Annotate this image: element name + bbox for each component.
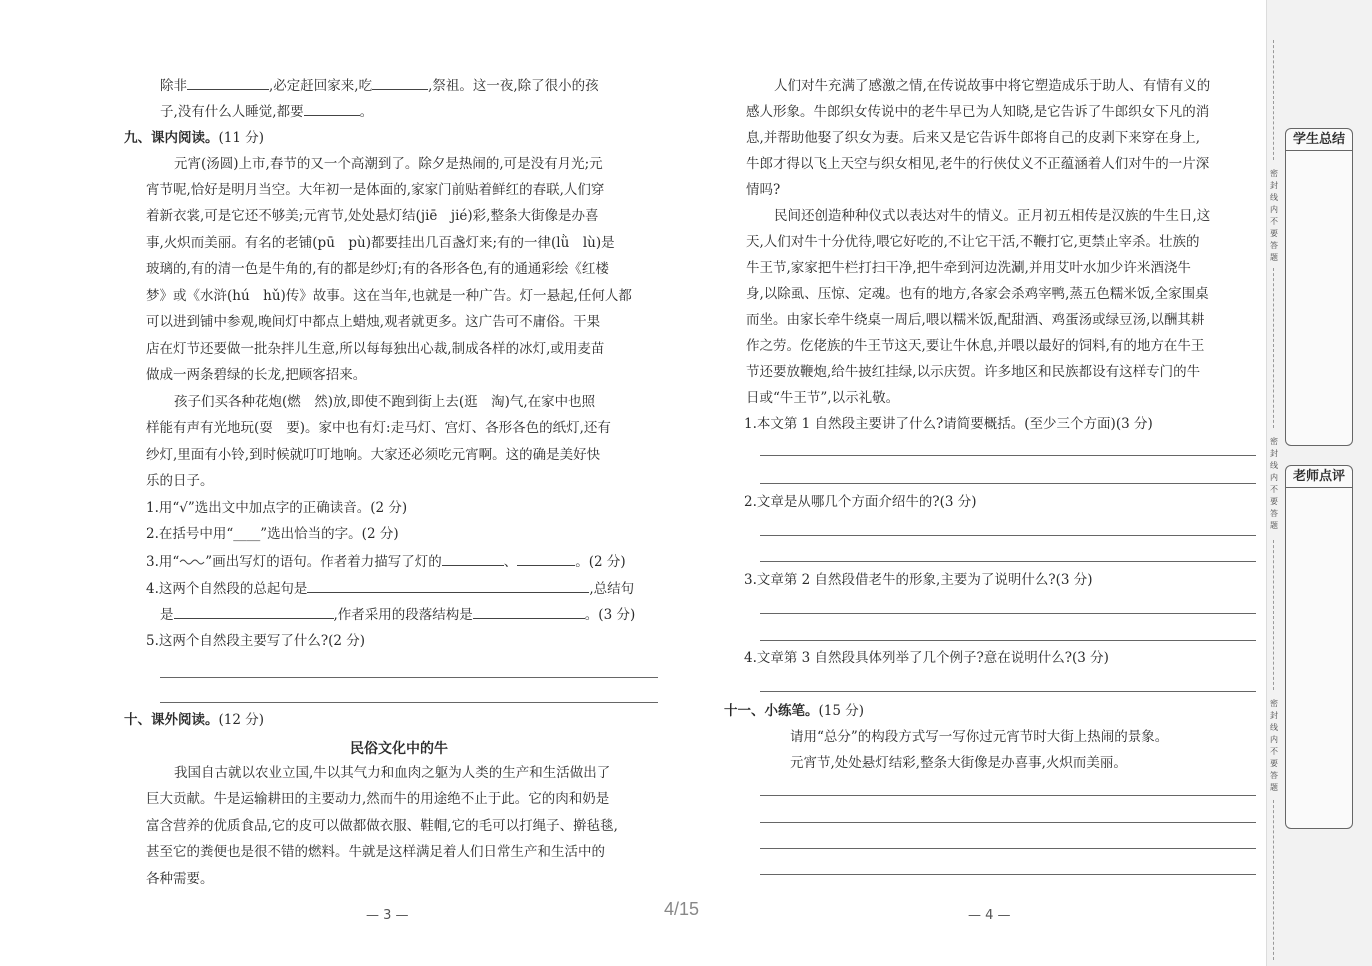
question-9-3: 3.用“ ”画出写灯的语句。作者着力描写了灯的 、 。(2 分) [146, 554, 626, 570]
seal-dashed-line [1273, 540, 1274, 690]
answer-line[interactable] [760, 691, 1256, 692]
question-9-5: 5.这两个自然段主要写了什么?(2 分) [146, 633, 366, 649]
passage-right-line: 牛王节,家家把牛栏打扫干净,把牛牵到河边洗涮,并用艾叶水加少许米酒浇牛 [746, 260, 1191, 276]
question-10-2: 2.文章是从哪几个方面介绍牛的?(3 分) [744, 494, 977, 510]
seal-dashed-line [1273, 268, 1274, 428]
passage-9-line: 孩子们买各种花炮(燃 然)放,即使不跑到街上去(逛 淘)气,在家中也照 [174, 394, 596, 410]
section-9-heading: 九、课内阅读。(11 分) [124, 130, 265, 146]
passage-right-line: 民间还创造种种仪式以表达对牛的情义。正月初五相传是汉族的牛生日,这 [774, 208, 1211, 224]
passage-right-line: 作之劳。仡佬族的牛王节这天,要让牛休息,并喂以最好的饲料,有的地方在牛王 [746, 338, 1205, 354]
writing-line[interactable] [760, 795, 1256, 796]
passage-10-line: 巨大贡献。牛是运输耕田的主要动力,然而牛的用途绝不止于此。它的肉和奶是 [146, 791, 610, 807]
question-9-2: 2.在括号中用“____”选出恰当的字。(2 分) [146, 526, 399, 542]
passage-9-line: 着新衣裳,可是它还不够美;元宵节,处处悬灯结(jiē jié)彩,整条大街像是办喜 [146, 208, 599, 224]
passage-right-line: 节还要放鞭炮,给牛披红挂绿,以示庆贺。许多地区和民族都设有这样专门的牛 [746, 364, 1201, 380]
section-10-heading: 十、课外阅读。(12 分) [124, 712, 265, 728]
section-11-heading: 十一、小练笔。(15 分) [724, 703, 865, 719]
passage-right-line: 牛郎才得以飞上天空与织女相见,老牛的行侠仗义不正蕴涵着人们对牛的一片深 [746, 156, 1210, 172]
seal-dashed-line [1273, 40, 1274, 160]
passage-right-line: 情吗? [746, 182, 781, 198]
passage-9-line: 样能有声有光地玩(耍 要)。家中也有灯:走马灯、宫灯、各形各色的纸灯,还有 [146, 420, 611, 436]
passage-right-line: 日或“牛王节”,以示礼敬。 [746, 390, 900, 406]
question-9-4: 4.这两个自然段的总起句是 ,总结句 [146, 581, 635, 597]
answer-line[interactable] [760, 483, 1256, 484]
answer-line[interactable] [760, 561, 1256, 562]
passage-9-line: 店在灯节还要做一批杂拌儿生意,所以每每独出心裁,制成各样的冰灯,或用麦苗 [146, 341, 605, 357]
passage-9-line: 事,火炽而美丽。有名的老铺(pū pù)都要挂出几百盏灯来;有的一律(lǜ lù)是 [146, 235, 615, 251]
passage-9-line: 乐的日子。 [146, 473, 214, 489]
teacher-comment-box[interactable] [1285, 465, 1353, 829]
student-summary-box[interactable] [1285, 128, 1353, 446]
writing-line[interactable] [760, 848, 1256, 849]
writing-prompt: 请用“总分”的构段方式写一写你过元宵节时大街上热闹的景象。 [790, 729, 1169, 745]
article-title: 民俗文化中的牛 [350, 741, 448, 757]
passage-right-line: 感人形象。牛郎织女传说中的老牛早已为人知晓,是它告诉了牛郎织女下凡的消 [746, 104, 1210, 120]
answer-line[interactable] [760, 640, 1256, 641]
answer-line[interactable] [160, 702, 658, 703]
answer-line[interactable] [760, 455, 1256, 456]
passage-10-line: 甚至它的粪便也是很不错的燃料。牛就是这样满足着人们日常生产和生活中的 [146, 844, 605, 860]
question-10-1: 1.本文第 1 自然段主要讲了什么?请简要概括。(至少三个方面)(3 分) [744, 416, 1153, 432]
seal-text: 密封线内不要答题 [1270, 437, 1278, 530]
answer-line[interactable] [760, 535, 1256, 536]
passage-right-line: 天,人们对牛十分优待,喂它好吃的,不让它干活,不鞭打它,更禁止宰杀。壮族的 [746, 234, 1200, 250]
carry-line-2: 子,没有什么人睡觉,都要 。 [160, 104, 374, 120]
writing-line[interactable] [760, 822, 1256, 823]
writing-line[interactable] [760, 874, 1256, 875]
sidebar [1266, 0, 1372, 966]
right-page [700, 0, 1265, 966]
teacher-comment-title: 老师点评 [1286, 466, 1352, 488]
passage-9-line: 宵节呢,恰好是明月当空。大年初一是体面的,家家门前贴着鲜红的春联,人们穿 [146, 182, 605, 198]
student-summary-title: 学生总结 [1286, 129, 1352, 151]
carry-line-1: 除非 ,必定赶回家来,吃 ,祭祖。这一夜,除了很小的孩 [160, 78, 599, 94]
passage-10-line: 各种需要。 [146, 871, 214, 887]
passage-9-line: 纱灯,里面有小铃,到时候就叮叮地响。大家还必须吃元宵啊。这的确是美好快 [146, 447, 601, 463]
passage-10-line: 富含营养的优质食品,它的皮可以做都做衣服、鞋帽,它的毛可以打绳子、擀毡毯, [146, 818, 618, 834]
passage-9-line: 可以进到铺中参观,晚间灯中都点上蜡烛,观者就更多。这广告可不庸俗。干果 [146, 314, 601, 330]
passage-right-line: 而坐。由家长牵牛绕桌一周后,喂以糯米饭,配甜酒、鸡蛋汤或绿豆汤,以酬其耕 [746, 312, 1205, 328]
seal-dashed-line [1273, 800, 1274, 960]
question-10-3: 3.文章第 2 自然段借老牛的形象,主要为了说明什么?(3 分) [744, 572, 1093, 588]
passage-9-line: 做成一两条碧绿的长龙,把顾客招来。 [146, 367, 367, 383]
answer-line[interactable] [160, 677, 658, 678]
wavy-underline-icon [179, 556, 205, 566]
passage-10-line: 我国自古就以农业立国,牛以其气力和血肉之躯为人类的生产和生活做出了 [174, 765, 611, 781]
question-9-1: 1.用“√”选出文中加点字的正确读音。(2 分) [146, 500, 408, 516]
passage-right-line: 身,以除虱、压惊、定魂。也有的地方,各家会杀鸡宰鸭,蒸五色糯米饭,全家围桌 [746, 286, 1209, 302]
passage-9-line: 玻璃的,有的清一色是牛角的,有的都是纱灯;有的各形各色,有的通通彩绘《红楼 [146, 261, 609, 277]
passage-9-line: 梦》或《水浒(hú hǔ)传》故事。这在当年,也就是一种广告。灯一悬起,任何人都 [146, 288, 632, 304]
answer-line[interactable] [760, 613, 1256, 614]
question-9-4-cont: 是 ,作者采用的段落结构是 。(3 分) [160, 607, 636, 623]
passage-right-line: 人们对牛充满了感激之情,在传说故事中将它塑造成乐于助人、有情有义的 [774, 78, 1211, 94]
passage-9-line: 元宵(汤圆)上市,春节的又一个高潮到了。除夕是热闹的,可是没有月光;元 [174, 156, 603, 172]
writing-starter: 元宵节,处处悬灯结彩,整条大街像是办喜事,火炽而美丽。 [790, 755, 1127, 771]
question-10-4: 4.文章第 3 自然段具体列举了几个例子?意在说明什么?(3 分) [744, 650, 1109, 666]
passage-right-line: 息,并帮助他娶了织女为妻。后来又是它告诉牛郎将自己的皮剥下来穿在身上, [746, 130, 1201, 146]
seal-text: 密封线内不要答题 [1270, 169, 1278, 262]
page-number-right: — 4 — [968, 908, 1011, 923]
seal-text: 密封线内不要答题 [1270, 699, 1278, 792]
page-indicator: 4/15 [664, 899, 700, 919]
page-number-left: — 3 — [366, 908, 409, 923]
